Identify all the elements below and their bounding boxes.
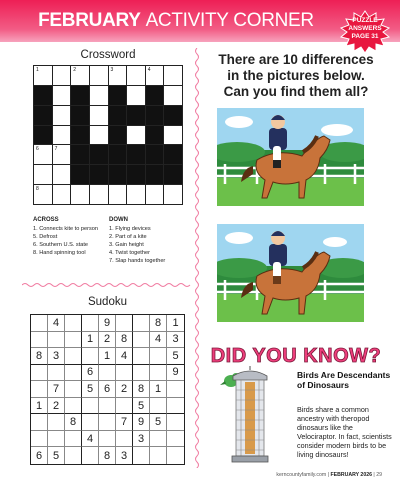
sudoku-cell: 7	[116, 414, 133, 431]
page-title	[0, 10, 352, 32]
across-heading: ACROSS	[33, 217, 59, 223]
differences-line-3: Can you find them all?	[223, 84, 369, 99]
puzzle-answers-badge	[339, 10, 391, 54]
sudoku-cell: 5	[82, 381, 99, 398]
sudoku-cell: 1	[82, 332, 99, 349]
sudoku-cell[interactable]	[150, 398, 167, 415]
crossword-cell	[90, 165, 108, 184]
sudoku-cell[interactable]	[31, 414, 48, 431]
sudoku-title: Sudoku	[87, 296, 127, 308]
crossword-cell[interactable]	[109, 185, 127, 204]
crossword-cell	[146, 86, 164, 105]
sudoku-cell: 1	[167, 315, 184, 332]
horse-rider-picture-1	[217, 108, 364, 206]
sudoku-cell[interactable]	[65, 381, 82, 398]
clue-down-4: 4. Twist together	[109, 250, 150, 256]
footer-site: kerncountyfamily.com	[276, 472, 327, 478]
crossword-cell	[34, 86, 52, 105]
sudoku-cell[interactable]	[133, 447, 150, 464]
fact-body: Birds share a common ancestry with theropod dinosaurs like the Velociraptor. In fact, scientists consider modern birds to be living dinosaurs!	[297, 405, 392, 459]
crossword-cell[interactable]	[53, 66, 71, 85]
sudoku-cell[interactable]	[65, 348, 82, 365]
sudoku-cell[interactable]	[65, 315, 82, 332]
crossword-cell[interactable]	[127, 66, 145, 85]
sudoku-cell[interactable]	[133, 332, 150, 349]
crossword-cell	[109, 86, 127, 105]
crossword-cell[interactable]	[90, 185, 108, 204]
down-clues	[109, 216, 187, 265]
sudoku-cell: 5	[48, 447, 65, 464]
sudoku-cell[interactable]	[133, 348, 150, 365]
sudoku-cell: 8	[133, 381, 150, 398]
crossword-cell[interactable]	[53, 145, 71, 164]
crossword-cell	[127, 106, 145, 125]
sudoku-cell[interactable]	[48, 414, 65, 431]
wavy-divider-horizontal	[22, 282, 194, 288]
bird-feeder-illustration	[227, 366, 273, 466]
sudoku-cell: 8	[116, 332, 133, 349]
sudoku-cell[interactable]	[116, 398, 133, 415]
sudoku-cell: 6	[82, 365, 99, 382]
crossword-cell[interactable]	[53, 185, 71, 204]
sudoku-cell[interactable]	[48, 365, 65, 382]
horse-rider-picture-2	[217, 224, 364, 322]
differences-line-2: in the pictures below.	[227, 68, 365, 83]
fact-title: Birds Are Descendants of Dinosaurs	[297, 370, 391, 390]
differences-line-1: There are 10 differences	[218, 52, 374, 67]
crossword-cell[interactable]	[71, 66, 89, 85]
crossword-cell	[146, 126, 164, 145]
sudoku-cell: 4	[82, 431, 99, 448]
sudoku-cell[interactable]	[65, 398, 82, 415]
crossword-cell[interactable]	[34, 145, 52, 164]
crossword-cell	[109, 126, 127, 145]
crossword-cell	[164, 106, 182, 125]
crossword-cell[interactable]	[127, 126, 145, 145]
crossword-cell[interactable]	[90, 66, 108, 85]
clue-across-6: 6. Southern U.S. state	[33, 242, 89, 248]
sudoku-cell[interactable]	[150, 447, 167, 464]
sudoku-cell[interactable]	[167, 447, 184, 464]
page-footer: kerncountyfamily.com | FEBRUARY 2026 | 29	[276, 472, 382, 478]
crossword-cell[interactable]	[127, 185, 145, 204]
clue-across-8: 8. Hand spinning tool	[33, 250, 86, 256]
sudoku-cell[interactable]	[82, 348, 99, 365]
crossword-clue-number: 4	[147, 67, 151, 73]
sudoku-cell[interactable]	[65, 332, 82, 349]
horse-illustration-1	[217, 108, 364, 206]
sudoku-cell: 1	[31, 398, 48, 415]
sudoku-cell[interactable]	[31, 381, 48, 398]
sudoku-cell[interactable]	[31, 332, 48, 349]
sudoku-cell: 9	[133, 414, 150, 431]
sudoku-cell[interactable]	[133, 315, 150, 332]
crossword-cell[interactable]	[164, 66, 182, 85]
sudoku-cell: 6	[99, 381, 116, 398]
sudoku-cell: 8	[65, 414, 82, 431]
sudoku-cell[interactable]	[82, 315, 99, 332]
sudoku-cell[interactable]	[65, 447, 82, 464]
crossword-grid	[33, 65, 183, 205]
clue-across-1: 1. Connects kite to person	[33, 226, 98, 232]
crossword-cell[interactable]	[109, 66, 127, 85]
badge-line-1: PUZZLE	[352, 17, 378, 24]
sudoku-cell[interactable]	[116, 365, 133, 382]
crossword-cell	[127, 145, 145, 164]
crossword-cell[interactable]	[53, 106, 71, 125]
crossword-clue-number: 7	[54, 146, 58, 153]
crossword-cell	[71, 86, 89, 105]
did-you-know-heading	[206, 343, 386, 367]
sudoku-cell[interactable]	[150, 365, 167, 382]
crossword-cell[interactable]	[53, 165, 71, 184]
crossword-cell	[164, 145, 182, 164]
sudoku-grid	[30, 314, 185, 465]
sudoku-cell[interactable]	[133, 365, 150, 382]
crossword-cell[interactable]	[34, 66, 52, 85]
sudoku-cell[interactable]	[150, 431, 167, 448]
sudoku-cell[interactable]	[48, 431, 65, 448]
crossword-cell	[109, 106, 127, 125]
sudoku-cell[interactable]	[65, 431, 82, 448]
crossword-cell	[34, 106, 52, 125]
crossword-title: Crossword	[80, 49, 136, 61]
horse-illustration-2	[217, 224, 364, 322]
clue-down-7: 7. Slap hands together	[109, 258, 166, 264]
across-clues	[33, 216, 108, 257]
crossword-cell	[164, 165, 182, 184]
sudoku-cell[interactable]	[116, 431, 133, 448]
sudoku-cell[interactable]	[116, 315, 133, 332]
sudoku-cell: 3	[133, 431, 150, 448]
clue-down-2: 2. Part of a kite	[109, 234, 147, 240]
wavy-divider-vertical	[194, 48, 200, 468]
crossword-cell[interactable]	[90, 86, 108, 105]
crossword-cell	[146, 145, 164, 164]
sudoku-cell[interactable]	[99, 414, 116, 431]
sudoku-cell[interactable]	[167, 414, 184, 431]
clue-down-1: 1. Flying devices	[109, 226, 151, 232]
crossword-cell	[71, 165, 89, 184]
crossword-clue-number: 8	[36, 186, 39, 193]
crossword-cell[interactable]	[164, 86, 182, 105]
crossword-clue-number: 6	[36, 146, 39, 153]
title-rest: ACTIVITY CORNER	[145, 10, 314, 31]
sudoku-cell[interactable]	[99, 398, 116, 415]
crossword-cell[interactable]	[34, 165, 52, 184]
sudoku-cell[interactable]	[167, 398, 184, 415]
crossword-clue-number: 2	[73, 67, 77, 73]
footer-page-number: 29	[376, 472, 382, 478]
sudoku-cell[interactable]	[99, 431, 116, 448]
crossword-cell	[71, 145, 89, 164]
clue-down-3: 3. Gain height	[109, 242, 144, 248]
svg-text:DID YOU KNOW?: DID YOU KNOW?	[210, 345, 382, 367]
crossword-cell[interactable]	[146, 185, 164, 204]
sudoku-cell: 1	[99, 348, 116, 365]
crossword-cell[interactable]	[90, 106, 108, 125]
crossword-cell[interactable]	[53, 86, 71, 105]
crossword-cell	[146, 106, 164, 125]
footer-issue: FEBRUARY 2026	[330, 472, 372, 478]
sudoku-cell: 3	[167, 332, 184, 349]
sudoku-cell[interactable]	[82, 398, 99, 415]
crossword-cell[interactable]	[164, 185, 182, 204]
crossword-cell	[90, 145, 108, 164]
crossword-cell[interactable]	[146, 66, 164, 85]
sudoku-cell[interactable]	[150, 348, 167, 365]
sudoku-cell: 6	[31, 447, 48, 464]
crossword-cell[interactable]	[53, 126, 71, 145]
sudoku-cell[interactable]	[82, 414, 99, 431]
crossword-cell	[109, 145, 127, 164]
sudoku-cell: 2	[48, 398, 65, 415]
sudoku-cell: 9	[99, 315, 116, 332]
sudoku-cell[interactable]	[31, 315, 48, 332]
differences-instructions	[206, 52, 386, 100]
crossword-clue-number: 3	[110, 67, 114, 73]
crossword-clue-number: 1	[36, 67, 39, 73]
sudoku-cell[interactable]	[48, 332, 65, 349]
sudoku-cell: 5	[133, 398, 150, 415]
sudoku-cell[interactable]	[99, 365, 116, 382]
crossword-cell[interactable]	[164, 126, 182, 145]
sudoku-cell[interactable]	[82, 447, 99, 464]
sudoku-cell: 4	[150, 332, 167, 349]
sudoku-cell: 7	[48, 381, 65, 398]
down-heading: DOWN	[109, 217, 128, 223]
crossword-cell	[71, 126, 89, 145]
sudoku-cell: 5	[150, 414, 167, 431]
sudoku-cell[interactable]	[167, 431, 184, 448]
badge-line-2: ANSWERS	[348, 25, 382, 32]
crossword-cell[interactable]	[71, 185, 89, 204]
sudoku-cell: 8	[31, 348, 48, 365]
sudoku-cell: 2	[99, 332, 116, 349]
crossword-cell[interactable]	[34, 185, 52, 204]
crossword-cell[interactable]	[127, 86, 145, 105]
sudoku-cell[interactable]	[167, 381, 184, 398]
title-month: FEBRUARY	[38, 10, 141, 31]
sudoku-cell: 9	[167, 365, 184, 382]
crossword-clue-number: 5	[73, 126, 77, 133]
clue-across-5: 5. Defrost	[33, 234, 58, 240]
sudoku-cell: 4	[48, 315, 65, 332]
crossword-cell	[127, 165, 145, 184]
crossword-cell	[34, 126, 52, 145]
crossword-cell	[109, 165, 127, 184]
sudoku-cell: 8	[99, 447, 116, 464]
sudoku-cell[interactable]	[65, 365, 82, 382]
sudoku-cell: 3	[116, 447, 133, 464]
sudoku-cell: 4	[116, 348, 133, 365]
crossword-cell[interactable]	[90, 126, 108, 145]
sudoku-cell: 3	[48, 348, 65, 365]
badge-line-3: PAGE 31	[351, 33, 379, 40]
crossword-cell	[71, 106, 89, 125]
sudoku-cell: 5	[167, 348, 184, 365]
crossword-cell	[146, 165, 164, 184]
sudoku-cell[interactable]	[31, 431, 48, 448]
sudoku-cell: 8	[150, 315, 167, 332]
sudoku-cell[interactable]	[31, 365, 48, 382]
sudoku-cell: 1	[150, 381, 167, 398]
sudoku-cell: 2	[116, 381, 133, 398]
